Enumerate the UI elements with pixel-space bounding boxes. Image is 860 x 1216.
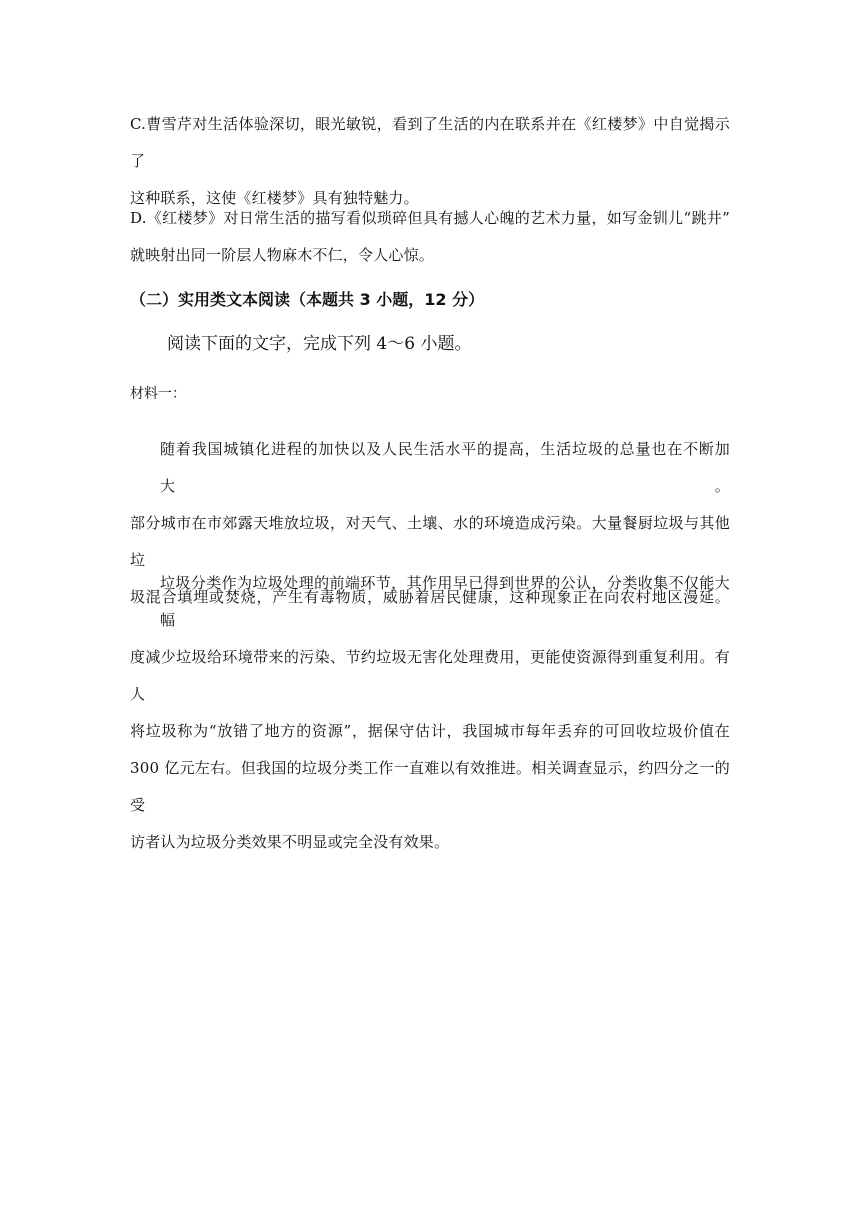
paragraph-2-line-2: 度减少垃圾给环境带来的污染、节约垃圾无害化处理费用，更能使资源得到重复利用。有人: [130, 648, 730, 703]
option-c-line-1: C.曹雪芹对生活体验深切，眼光敏锐，看到了生活的内在联系并在《红楼梦》中自觉揭示了: [130, 115, 730, 170]
paragraph-2-line-5: 访者认为垃圾分类效果不明显或完全没有效果。: [130, 833, 450, 851]
paragraph-1-line-1: 随着我国城镇化进程的加快以及人民生活水平的提高，生活垃圾的总量也在不断加大。: [160, 440, 730, 495]
paragraph-1-line-3: 圾混合填埋或焚烧，产生有毒物质，威胁着居民健康，这种现象正在向农村地区漫延。: [130, 588, 730, 606]
option-c-line-2: 这种联系，这使《红楼梦》具有独特魅力。: [130, 189, 419, 207]
material-paragraph-2: [130, 565, 730, 861]
paragraph-2-line-3: 将垃圾称为“放错了地方的资源”，据保守估计，我国城市每年丢弃的可回收垃圾价值在: [130, 722, 730, 740]
paragraph-1-line-2: 部分城市在市郊露天堆放垃圾，对天气、土壤、水的环境造成污染。大量餐厨垃圾与其他垃: [130, 514, 730, 569]
reading-instruction: 阅读下面的文字，完成下列 4～6 小题。: [167, 334, 472, 354]
option-d: [130, 200, 730, 274]
material-label: 材料一：: [130, 386, 186, 402]
option-d-line-1: D.《红楼梦》对日常生活的描写看似琐碎但具有撼人心魄的艺术力量，如写金钏儿“跳井”: [130, 209, 730, 227]
section-title: （二）实用类文本阅读（本题共 3 小题，12 分）: [130, 290, 485, 309]
option-d-line-2: 就映射出同一阶层人物麻木不仁，令人心惊。: [130, 246, 435, 264]
paragraph-2-line-1: 垃圾分类作为垃圾处理的前端环节，其作用早已得到世界的公认，分类收集不仅能大幅: [160, 574, 730, 629]
paragraph-2-line-4: 300 亿元左右。但我国的垃圾分类工作一直难以有效推进。相关调查显示，约四分之一的受: [130, 759, 730, 814]
